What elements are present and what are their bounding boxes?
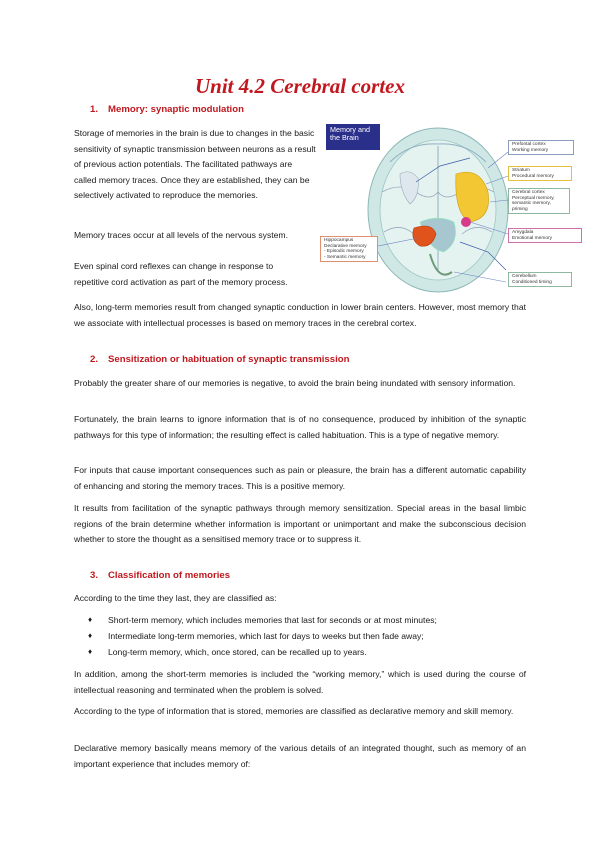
list-item: ♦ Long-term memory, which, once stored, can be recalled up to years. <box>88 644 528 660</box>
paragraph-12: Declarative memory basically means memory of the various details of an integrated thought, such as memory of an important experience that includes memory of: <box>74 743 526 769</box>
diamond-bullet-icon: ♦ <box>88 615 93 624</box>
paragraph-2: Memory traces occur at all levels of the nervous system. <box>74 230 288 240</box>
diamond-bullet-icon: ♦ <box>88 647 93 657</box>
paragraph-4: Also, long-term memories result from changed synaptic conduction in lower brain centers. However, most memory that we associate with intellectual processes is based on memory traces in the cerebral cortex. <box>74 302 526 328</box>
paragraph-11: According to the type of information that is stored, memories are classified as declarative memory and skill memory. <box>74 706 514 716</box>
figure-title: Memory and the Brain <box>326 124 380 150</box>
callout-cerebellum: Cerebellum Conditioned timing <box>508 272 572 287</box>
section-title: Memory: synaptic modulation <box>108 104 244 115</box>
paragraph-7: For inputs that cause important consequences such as pain or pleasure, the brain has a different automatic capability of enhancing and storing the memory traces. This is a positive memory. <box>74 465 526 491</box>
callout-amygdala: Amygdala Emotional memory <box>508 228 582 243</box>
callout-hippocampus: Hippocampus Declarative memory - Episodic memory - Semantic memory <box>320 236 378 262</box>
callout-prefrontal-cortex: Prefontal cortex Working memory <box>508 140 574 155</box>
list-item: ♦ Short-term memory, which includes memories that last for seconds or at most minutes; <box>88 612 528 628</box>
paragraph-8: It results from facilitation of the synaptic pathways through memory sensitization. Special areas in the basal limbic regions of the brain determine whether information is important or unimportant and make the subconscious decision whether to store the thought as a sensitised memory trace or to suppress it. <box>74 503 526 545</box>
section-number: 2. <box>90 354 99 365</box>
diamond-bullet-icon: ♦ <box>88 631 93 641</box>
paragraph-10: In addition, among the short-term memories is included the “working memory,” which is used during the course of intellectual reasoning and terminated when the problem is solved. <box>74 669 526 695</box>
paragraph-1: Storage of memories in the brain is due to changes in the basic sensitivity of synaptic transmission between neurons as a result of previous action potentials. The facilitated pathways are called memory traces. Once they are established, they can be selectively activated to reproduce the memories. <box>74 128 316 201</box>
section-number: 1. <box>90 104 99 115</box>
memory-brain-figure <box>320 122 582 298</box>
section-title: Sensitization or habituation of synaptic transmission <box>108 354 350 365</box>
list-item: ♦ Intermediate long-term memories, which last for days to weeks but then fade away; <box>88 628 528 644</box>
paragraph-3: Even spinal cord reflexes can change in response to repetitive cord activation as part of the memory process. <box>74 261 288 287</box>
callout-cerebral-cortex: Cerebral cortex Perceptual memory, semantic memory, priming <box>508 188 570 214</box>
paragraph-9: According to the time they last, they are classified as: <box>74 593 277 603</box>
section-title: Classification of memories <box>108 570 231 581</box>
section-heading-2 <box>90 354 349 365</box>
callout-striatum: Striatum Procedural memory <box>508 166 572 181</box>
memory-duration-list <box>88 612 528 661</box>
paragraph-5: Probably the greater share of our memories is negative, to avoid the brain being inundated with sensory information. <box>74 378 516 388</box>
section-number: 3. <box>90 570 99 581</box>
section-heading-3 <box>90 570 230 581</box>
section-heading-1 <box>90 104 244 115</box>
paragraph-6: Fortunately, the brain learns to ignore information that is of no consequence, produced by inhibition of the synaptic pathways for this type of information; the resulting effect is called habituation. This is a type of negative memory. <box>74 414 526 440</box>
page-title: Unit 4.2 Cerebral cortex <box>195 74 405 98</box>
